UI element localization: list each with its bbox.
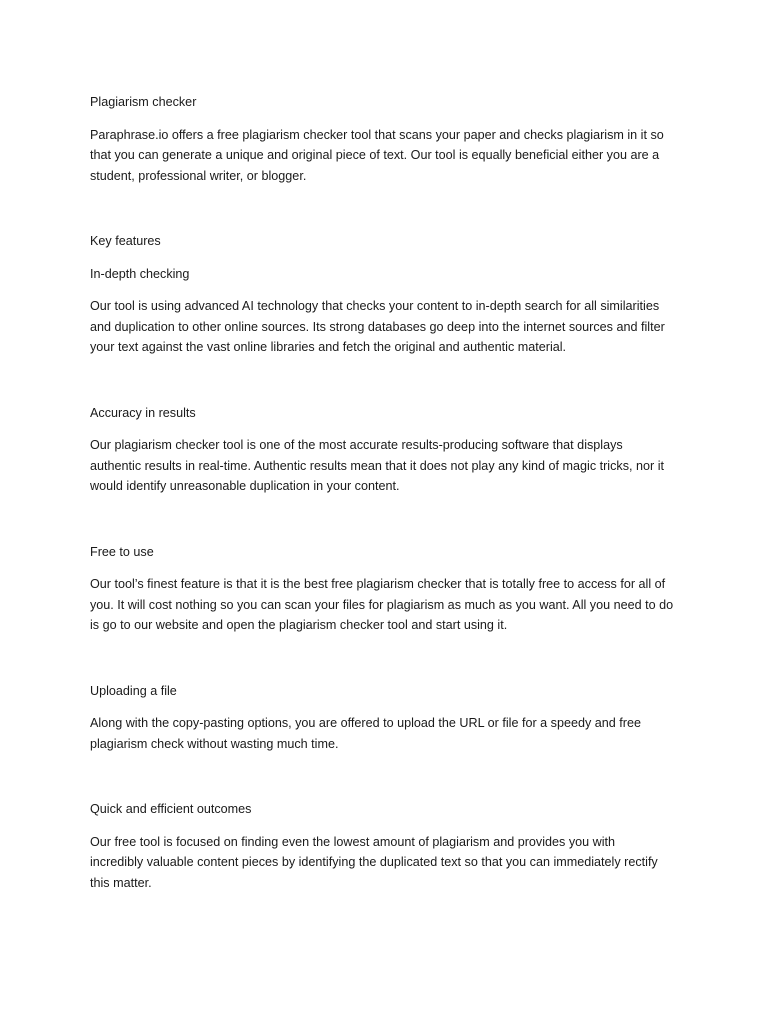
text-line: incredibly valuable content pieces by identifying the duplicated text so that you can immediately rectify <box>90 855 658 869</box>
text-line: student, professional writer, or blogger. <box>90 168 307 183</box>
section-heading-accuracy-in-results: Accuracy in results <box>90 405 196 420</box>
text-line: and duplication to other online sources. Its strong databases go deep into the internet sources and filter <box>90 319 665 334</box>
text-line: Our free tool is focused on finding even the lowest amount of plagiarism and provides you with <box>90 834 616 849</box>
section-heading-in-depth-checking: In-depth checking <box>90 266 190 281</box>
text-line: Paraphrase.io offers a free plagiarism checker tool that scans your paper and checks plagiarism in it so <box>90 127 664 142</box>
document-page <box>90 92 690 893</box>
section-heading-uploading-a-file: Uploading a file <box>90 683 177 698</box>
text-line: Our tool is using advanced AI technology that checks your content to in-depth search for all similarities <box>90 299 660 313</box>
section-paragraph <box>90 713 690 754</box>
section-paragraph <box>90 296 690 358</box>
text-line: plagiarism check without wasting much time. <box>90 736 339 751</box>
text-line: authentic results in real-time. Authentic results mean that it does not play any kind of magic tricks, nor it <box>90 458 664 473</box>
text-line: Our plagiarism checker tool is one of the most accurate results-producing software that displays <box>90 438 623 452</box>
text-line: this matter. <box>90 875 152 890</box>
text-line: would identify unreasonable duplication in your content. <box>90 479 400 493</box>
text-line: you. It will cost nothing so you can scan your files for plagiarism as much as you want. All you need to do <box>90 597 674 612</box>
section-paragraph <box>90 435 690 497</box>
text-line: Along with the copy-pasting options, you are offered to upload the URL or file for a speedy and free <box>90 716 641 730</box>
text-line: that you can generate a unique and original piece of text. Our tool is equally beneficial either you are a <box>90 148 660 162</box>
text-line: Our tool’s finest feature is that it is the best free plagiarism checker that is totally free to access for all of <box>90 577 666 591</box>
key-features-heading: Key features <box>90 234 161 248</box>
text-line: your text against the vast online libraries and fetch the original and authentic material. <box>90 340 567 354</box>
section-heading-quick-and-efficient-outcomes: Quick and efficient outcomes <box>90 802 252 816</box>
intro-paragraph <box>90 125 690 187</box>
section-paragraph <box>90 832 690 894</box>
text-line: is go to our website and open the plagiarism checker tool and start using it. <box>90 618 508 632</box>
section-heading-free-to-use: Free to use <box>90 544 154 559</box>
section-paragraph <box>90 574 690 636</box>
document-title: Plagiarism checker <box>90 95 197 109</box>
